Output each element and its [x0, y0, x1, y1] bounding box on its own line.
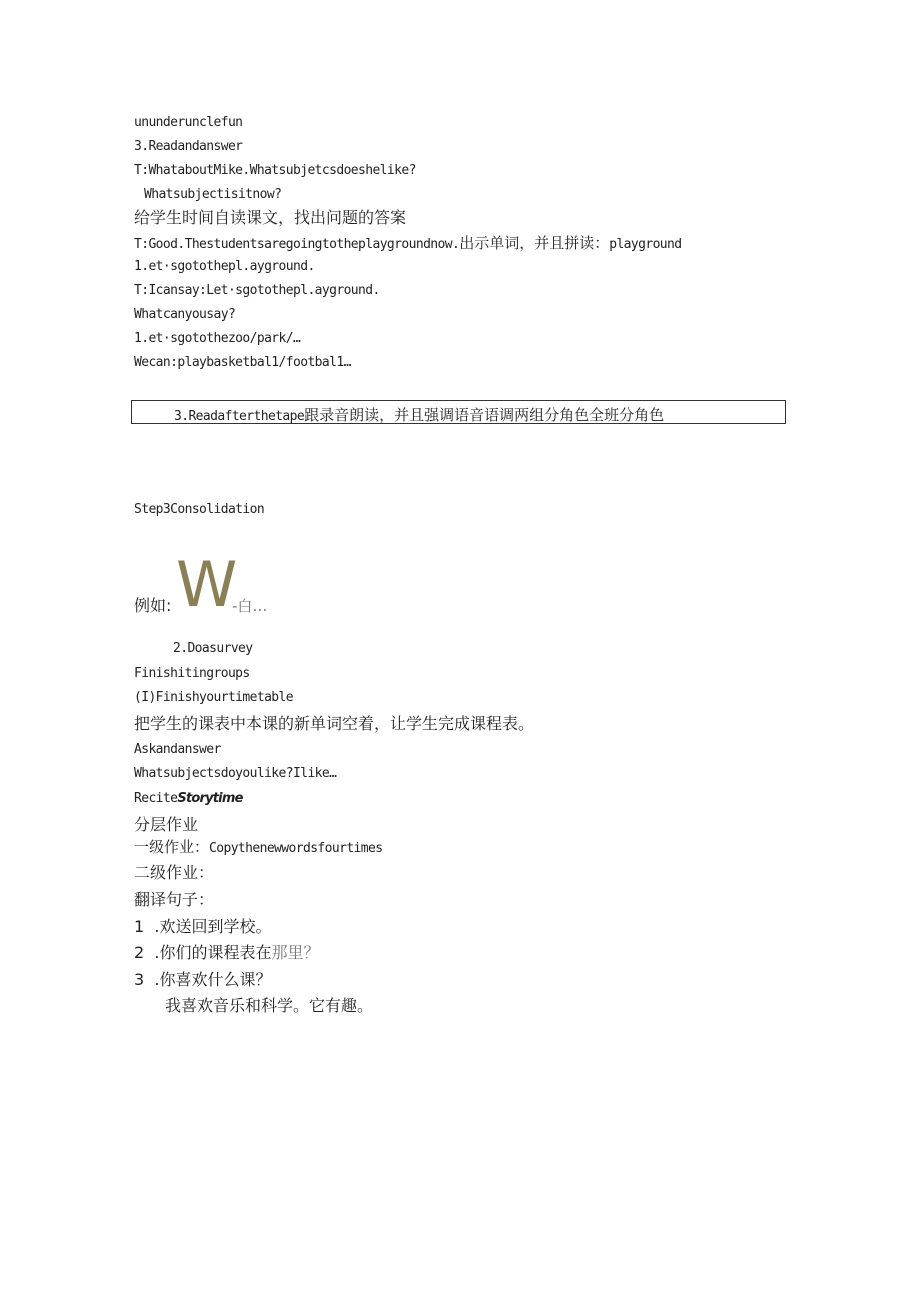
survey-instruction: 把学生的课表中本课的新单词空着，让学生完成课程表。 [134, 714, 535, 733]
survey-finish-timetable: (I)Finishyourtimetable [134, 690, 293, 705]
example-big-letter: W [176, 548, 238, 621]
homework-level1 [134, 839, 382, 857]
playground-sentence: T:Good.Thestudentsaregoingtotheplaygroundnow. [134, 237, 460, 252]
text-line-read-answer: 3.Readandanswer [134, 139, 243, 154]
boxed-prefix: 3.Readafterthetape [174, 409, 305, 424]
survey-finish-groups: Finishitingroups [134, 666, 250, 681]
sentence-3-text: .你喜欢什么课？ [154, 970, 272, 989]
sentence-1 [134, 917, 271, 937]
text-line-lets-go-zoo: 1.et·sgotothezoo/park/… [134, 331, 301, 346]
homework-level2: 二级作业： [134, 863, 215, 882]
homework-translate: 翻译句子： [134, 890, 215, 909]
sentence-3-number: 3 [134, 970, 145, 989]
sentence-3 [134, 970, 271, 990]
sentence-2-text-b: 那里？ [271, 943, 320, 962]
boxed-rest: 跟录音朗读，并且强调语音语调两组分角色全班分角色 [304, 406, 665, 424]
sentence-1-number: 1 [134, 917, 145, 936]
text-line-instruction: 给学生时间自读课文，找出问题的答案 [134, 208, 407, 227]
boxed-instruction-text [174, 404, 664, 425]
sentence-2 [134, 943, 319, 963]
recite-prefix: Recite [134, 791, 178, 806]
sentence-1-text: .欢送回到学校。 [154, 917, 272, 936]
example-suffix: -白… [232, 597, 268, 615]
text-line-vocab: ununderunclefun [134, 115, 243, 130]
homework-title: 分层作业 [134, 815, 199, 834]
sentence-3-answer: 我喜欢音乐和科学。它有趣。 [165, 996, 374, 1015]
text-line-i-can-say: T:Icansay:Let·sgotothepl.ayground. [134, 283, 380, 298]
survey-recite [134, 791, 243, 807]
playground-instruction: 出示单词，并且拼读： [459, 234, 610, 252]
survey-question: Whatsubjectsdoyoulike?Ilike… [134, 766, 337, 781]
text-line-we-can: Wecan:playbasketbal1/footbal1… [134, 355, 351, 370]
homework-level1-text: Copythenewwordsfourtimes [209, 841, 383, 856]
example-prefix: 例如: [134, 596, 172, 615]
survey-ask-answer: Askandanswer [134, 742, 221, 757]
text-line-question-now: Whatsubjectisitnow? [144, 187, 282, 202]
text-line-question-mike: T:WhataboutMike.Whatsubjetcsdoeshelike? [134, 163, 416, 178]
homework-level1-label: 一级作业： [134, 838, 210, 856]
boxed-instruction [131, 400, 786, 424]
text-line-playground [134, 235, 682, 253]
sentence-2-text-a: .你们的课程表在 [154, 943, 272, 962]
recite-storytime: Storytime [177, 791, 243, 806]
section-heading-step3: Step3Consolidation [134, 502, 265, 517]
sentence-2-number: 2 [134, 943, 145, 962]
text-line-what-can-you-say: Whatcanyousay? [134, 307, 236, 322]
text-line-lets-go: 1.et·sgotothepl.ayground. [134, 259, 315, 274]
playground-word: playground [609, 237, 682, 252]
survey-title: 2.Doasurvey [173, 641, 253, 656]
